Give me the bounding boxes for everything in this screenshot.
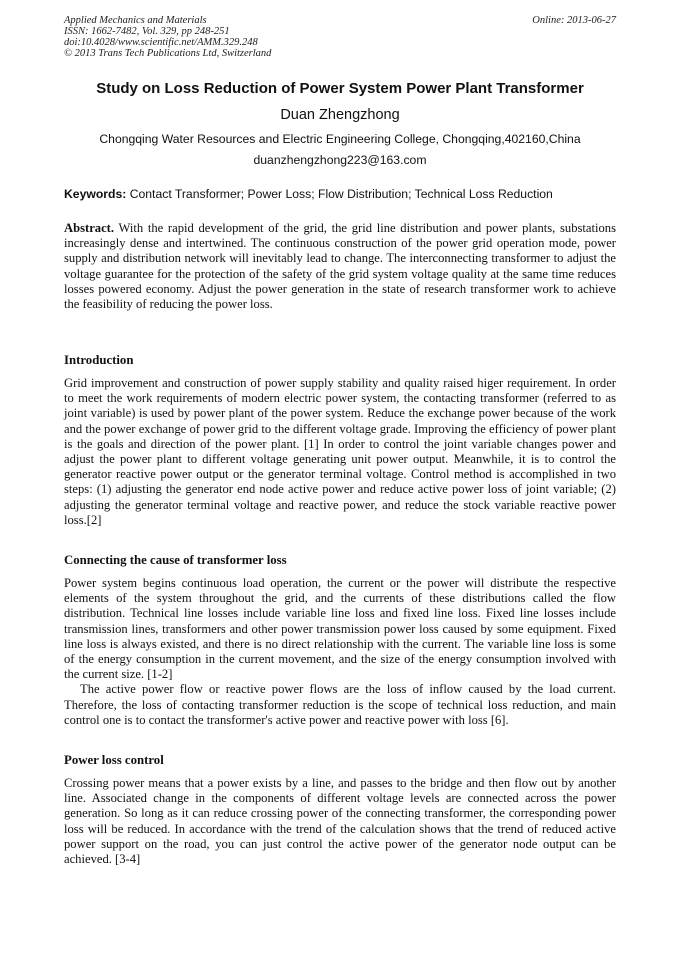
keywords-text: Contact Transformer; Power Loss; Flow Distribution; Technical Loss Reduction bbox=[126, 187, 553, 201]
author-email: duanzhengzhong223@163.com bbox=[253, 153, 427, 167]
keywords bbox=[64, 186, 616, 202]
section-heading-cause: Connecting the cause of transformer loss bbox=[64, 553, 287, 567]
abstract-label: Abstract. bbox=[64, 221, 115, 235]
issn-line: ISSN: 1662-7482, Vol. 329, pp 248-251 bbox=[64, 26, 230, 37]
journal-header bbox=[64, 15, 616, 59]
online-date: Online: 2013-06-27 bbox=[532, 15, 616, 26]
keywords-label: Keywords: bbox=[64, 187, 127, 201]
author-affiliation: Chongqing Water Resources and Electric Engineering College, Chongqing,402160,China bbox=[99, 132, 581, 146]
section-heading-power-loss-control: Power loss control bbox=[64, 753, 164, 767]
paragraph: The active power flow or reactive power flows are the loss of inflow caused by the load current. Therefore, the loss of contacting transformer reduction is the scope of technical loss reduction, and main control one is to contact the transformer's active power and reactive power with loss [6]. bbox=[64, 682, 616, 727]
abstract-text: With the rapid development of the grid, the grid line distribution and power plants, substations increasingly dense and intertwined. The continuous construction of the power grid operation mode, power supply and distribution network will inevitably lead to change. The interconnecting transformer to adjust the voltage guarantee for the protection of the safety of the grid system voltage quality at the same time reduces losses powered economy. Adjust the power generation in the state of research transformer work to achieve the feasibility of reducing the power loss. bbox=[64, 221, 616, 312]
paragraph: Crossing power means that a power exists by a line, and passes to the bridge and then flow out by another line. Associated change in the components of different voltage levels are connected across the power generation. So long as it can reduce crossing power of the connecting transformer, the corresponding power loss will be reduced. In accordance with the trend of the calculation shows that the trend of reduced active power support on the road, you can just control the active power of the generator node output can be achieved. [3-4] bbox=[64, 776, 616, 867]
doi-line: doi:10.4028/www.scientific.net/AMM.329.248 bbox=[64, 37, 258, 48]
paragraph: Grid improvement and construction of power supply stability and quality raised higer requirement. In order to meet the work requirements of modern electric power system, the contacting transformer (referred to as joint variable) is used by power plant of the power system. Reduce the exchange power because of the work and the power exchange of power grid to the different voltage grade. Improving the efficiency of power plant is the goals and direction of the power plant. [1] In order to control the joint variable changes power and adjust the power plant to different voltage generating unit power output. Meanwhile, it is to control the generator reactive power output or the generator terminal voltage. Control method is accomplished in two steps: (1) adjusting the generator end node active power and reduce active power loss of joint variable; (2) adjusting the generator terminal voltage and reactive power, and reduce the stock variable reactive power loss.[2] bbox=[64, 376, 616, 527]
section-power-loss-control bbox=[64, 776, 616, 867]
author-name: Duan Zhengzhong bbox=[280, 107, 400, 123]
journal-name: Applied Mechanics and Materials bbox=[64, 15, 207, 26]
paper-title: Study on Loss Reduction of Power System Power Plant Transformer bbox=[96, 80, 584, 97]
paragraph: Power system begins continuous load operation, the current or the power will distribute the respective elements of the system throughout the grid, and the currents of these distributions called the flow distribution. Technical line losses include variable line loss and fixed line loss. Fixed line losses include transmission lines, transformers and other power transmission power loss caused by some equipment. Fixed line loss is always existed, and there is no direct relationship with the current. The variable line loss is some of the energy consumption in the current movement, and the size of the energy consumption involved with the current size. [1-2] bbox=[64, 576, 616, 682]
copyright-line: © 2013 Trans Tech Publications Ltd, Switzerland bbox=[64, 48, 272, 59]
abstract bbox=[64, 221, 616, 312]
section-heading-introduction: Introduction bbox=[64, 353, 134, 367]
section-introduction bbox=[64, 376, 616, 528]
section-cause bbox=[64, 576, 616, 728]
